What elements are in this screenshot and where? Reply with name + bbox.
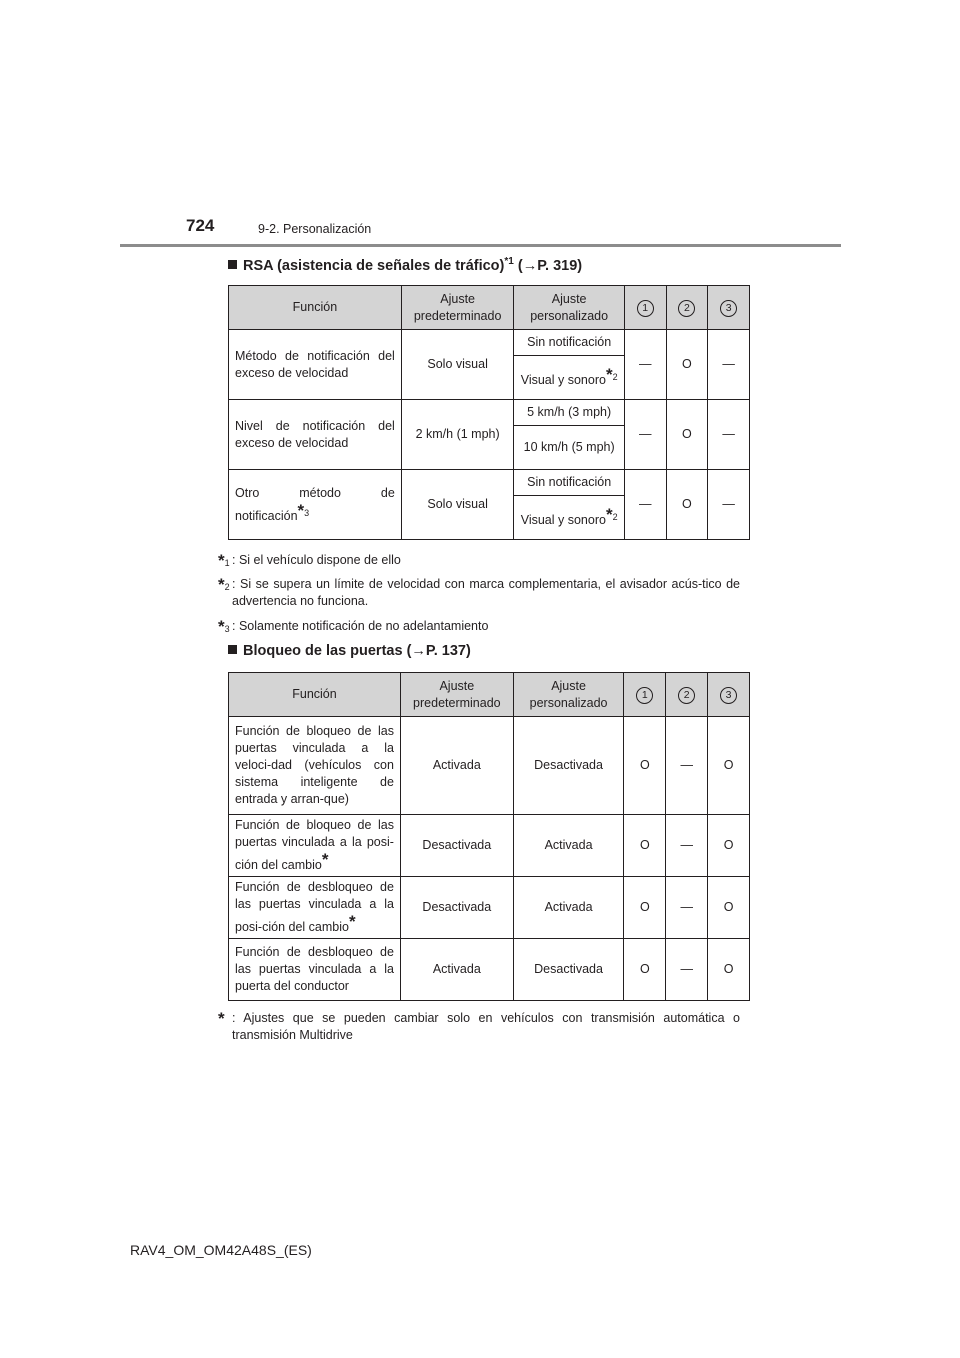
circled-number-1-icon: 1 bbox=[636, 687, 653, 704]
table-header-row bbox=[229, 286, 750, 330]
header-rule bbox=[120, 244, 841, 247]
chapter-title: 9-2. Personalización bbox=[258, 222, 372, 236]
section-title-rsa: RSA (asistencia de señales de tráfico)$^{*1}$ (→P. 319) bbox=[228, 256, 582, 274]
circled-number-3-icon: 3 bbox=[720, 687, 737, 704]
page-reference[interactable]: (→P. 137) bbox=[406, 643, 471, 659]
square-bullet-icon bbox=[228, 645, 237, 654]
header-function: Función bbox=[229, 286, 402, 330]
header-custom: Ajuste personalizado bbox=[513, 673, 624, 717]
header-function: Función bbox=[229, 673, 401, 717]
table-row: Nivel de notificación del exceso de velocidad 2 km/h (1 mph) 5 km/h (3 mph) — O — bbox=[229, 400, 750, 426]
table-row: Función de bloqueo de las puertas vinculada a la posi-ción del cambio* Desactivada Activada O — O bbox=[229, 815, 750, 877]
table-header-row bbox=[229, 673, 750, 717]
rsa-settings-table: Función Ajuste predeterminado Ajuste personalizado 1 2 3 Método de notificación del exceso de velocidad Solo visual Sin notificación — O — Visual y sonoro*2 Nivel de notificación del exceso de velocidad 2 km/h (1 mph) 5 km/h (3 mph) — O — 10 km/h (5 mph) Otro método de notificación*3 Solo visual Sin notificación — O — Visual y sonoro*2 bbox=[228, 285, 750, 540]
table-row: Función de bloqueo de las puertas vinculada a la veloci-dad (vehículos con sistema inteligente de entrada y arran-que) Activada Desactivada O — O bbox=[229, 717, 750, 815]
section-title-door-lock: Bloqueo de las puertas (→P. 137) bbox=[228, 643, 471, 659]
page-reference[interactable]: (→P. 319) bbox=[517, 257, 583, 274]
footnote-3: *3 : Solamente notificación de no adelantamiento bbox=[218, 617, 489, 636]
table-row: Otro método de notificación*3 Solo visual Sin notificación — O — bbox=[229, 470, 750, 496]
footnote-2: *2 : Si se supera un límite de velocidad con marca complementaria, el avisador acús-tico de advertencia no funciona. bbox=[218, 575, 740, 608]
door-lock-settings-table bbox=[228, 672, 750, 1001]
table-row: Función de desbloqueo de las puertas vinculada a la posi-ción del cambio* Desactivada Activada O — O bbox=[229, 877, 750, 939]
table-row: Método de notificación del exceso de velocidad Solo visual Sin notificación — O — bbox=[229, 330, 750, 356]
page-number: 724 bbox=[186, 216, 215, 235]
table-row: Función de desbloqueo de las puertas vinculada a la puerta del conductor Activada Desactivada O — O bbox=[229, 939, 750, 1001]
square-bullet-icon bbox=[228, 260, 237, 269]
footnote-asterisk: * : Ajustes que se pueden cambiar solo en vehículos con transmisión automática o transmisión Multidrive bbox=[218, 1009, 740, 1042]
document-code: RAV4_OM_OM42A48S_(ES) bbox=[130, 1242, 312, 1258]
header-default: Ajuste predeterminado bbox=[401, 286, 514, 330]
circled-number-3-icon: 3 bbox=[720, 300, 737, 317]
header-custom: Ajuste personalizado bbox=[514, 286, 624, 330]
circled-number-2-icon: 2 bbox=[678, 687, 695, 704]
circled-number-2-icon: 2 bbox=[678, 300, 695, 317]
header-default: Ajuste predeterminado bbox=[400, 673, 513, 717]
footnote-1: *1 : Si el vehículo dispone de ello bbox=[218, 551, 401, 570]
circled-number-1-icon: 1 bbox=[637, 300, 654, 317]
